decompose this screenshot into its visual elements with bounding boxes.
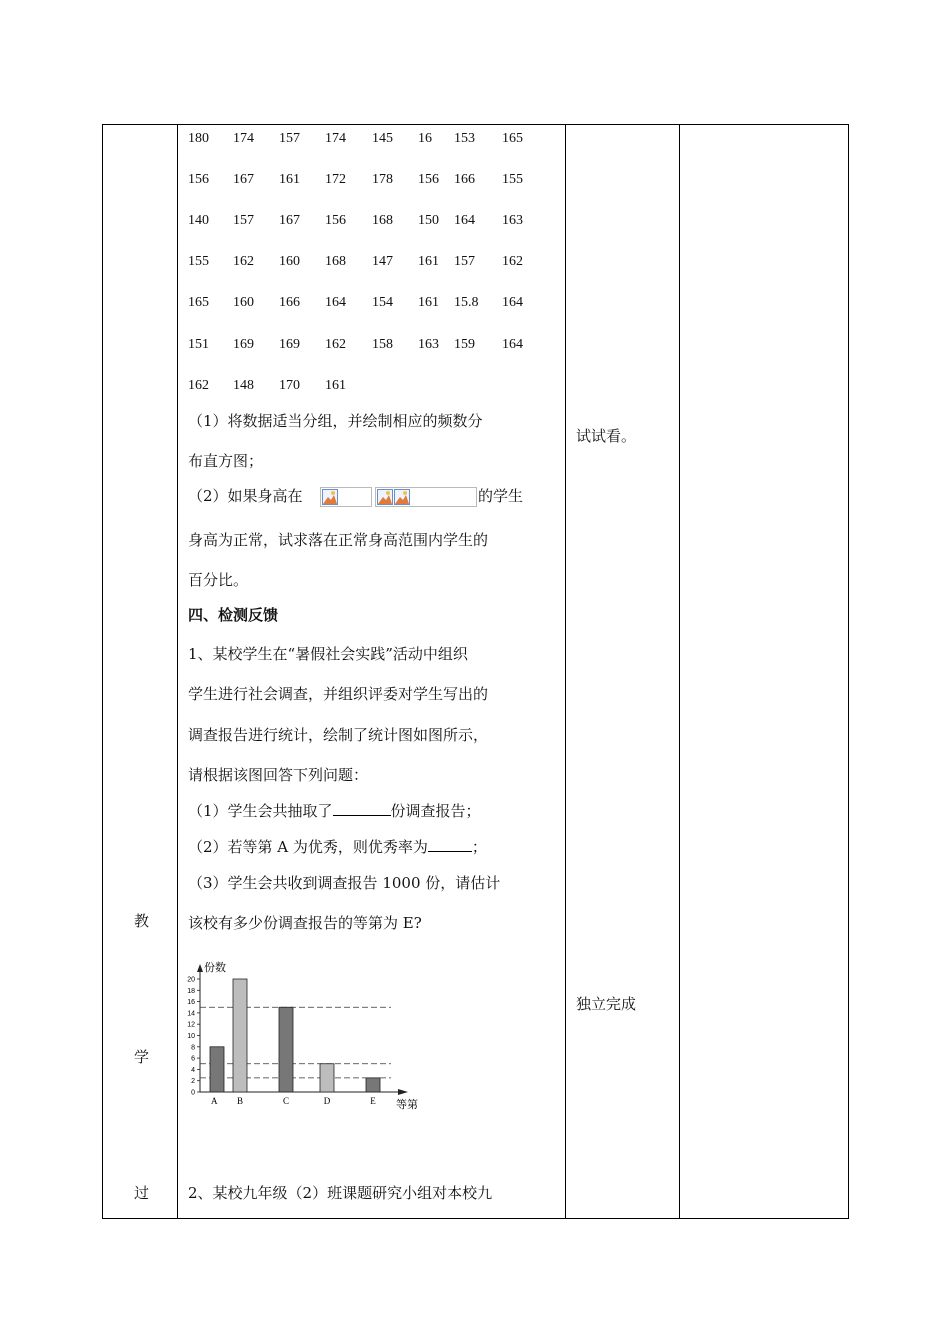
- problem1-q3-line-2: 该校有多少份调查报告的等第为 E?: [188, 914, 422, 932]
- bar-d: [320, 1064, 334, 1092]
- height-value: 145: [372, 131, 393, 146]
- q2-prefix: （2）如果身高在: [188, 487, 303, 505]
- bar-b: [233, 979, 247, 1092]
- height-value: 160: [233, 295, 254, 310]
- y-tick-label: 8: [191, 1044, 195, 1052]
- y-tick-label: 16: [187, 999, 195, 1007]
- side-label-jiao: 教: [134, 912, 150, 930]
- q2-suffix: 的学生: [478, 487, 524, 505]
- table-bottom-border: [102, 1218, 849, 1219]
- problem1-q2: [188, 840, 487, 855]
- height-value: 164: [325, 295, 346, 310]
- bar-e: [366, 1078, 380, 1092]
- height-value: 16: [418, 131, 432, 146]
- height-value: 172: [325, 172, 346, 187]
- height-value: 167: [233, 172, 254, 187]
- problem1-q3-line-1: （3）学生会共收到调查报告 1000 份，请估计: [188, 874, 501, 892]
- height-value: 164: [454, 213, 475, 228]
- category-label: A: [211, 1096, 218, 1106]
- problem1-line-3: 调查报告进行统计，绘制了统计图如图所示，: [188, 726, 489, 744]
- column-divider-2: [565, 124, 566, 1219]
- q1-line-2: 布直方图；: [188, 452, 264, 470]
- height-value: 164: [502, 295, 523, 310]
- height-value: 168: [372, 213, 393, 228]
- height-value: 163: [418, 337, 439, 352]
- y-tick-label: 2: [191, 1078, 195, 1086]
- height-value: 155: [188, 254, 209, 269]
- height-value: 165: [502, 131, 523, 146]
- q1-line-1: （1）将数据适当分组，并绘制相应的频数分: [188, 412, 483, 430]
- height-value: 164: [502, 337, 523, 352]
- y-tick-label: 12: [187, 1021, 195, 1029]
- height-value: 167: [279, 213, 300, 228]
- column-divider-3: [679, 124, 680, 1219]
- bar-a: [210, 1047, 224, 1092]
- category-label: C: [282, 1096, 290, 1106]
- height-value: 157: [279, 131, 300, 146]
- column3-independent-note: 独立完成: [576, 995, 637, 1013]
- table-left-border: [102, 124, 103, 1219]
- bar-c: [279, 1007, 293, 1092]
- problem1-line-2: 学生进行社会调查，并组织评委对学生写出的: [188, 685, 489, 703]
- height-value: 148: [233, 378, 254, 393]
- height-value: 158: [372, 337, 393, 352]
- height-value: 154: [372, 295, 393, 310]
- height-value: 157: [233, 213, 254, 228]
- broken-image-icon: [377, 489, 393, 505]
- height-value: 166: [279, 295, 300, 310]
- problem1-q1-text-a: （1）学生会共抽取了: [188, 802, 333, 820]
- section-title: 四、检测反馈: [188, 606, 279, 624]
- formula-image-placeholder-2: [375, 487, 477, 507]
- height-value: 151: [188, 337, 209, 352]
- height-value: 15.8: [454, 295, 479, 310]
- height-value: 156: [418, 172, 439, 187]
- formula-image-placeholder-1: [320, 487, 372, 507]
- x-axis-label: 等第: [396, 1098, 418, 1111]
- height-value: 147: [372, 254, 393, 269]
- height-value: 174: [233, 131, 254, 146]
- category-label: D: [323, 1096, 331, 1106]
- height-value: 169: [279, 337, 300, 352]
- height-value: 160: [279, 254, 300, 269]
- height-value: 140: [188, 213, 209, 228]
- height-value: 170: [279, 378, 300, 393]
- height-value: 159: [454, 337, 475, 352]
- height-value: 168: [325, 254, 346, 269]
- problem1-q2-text-a: （2）若等第 A 为优秀，则优秀率为: [188, 838, 428, 856]
- problem1-q2-text-b: ；: [471, 838, 487, 856]
- x-axis-arrow: [398, 1089, 408, 1095]
- height-value: 180: [188, 131, 209, 146]
- side-label-xue: 学: [134, 1048, 150, 1066]
- height-value: 156: [325, 213, 346, 228]
- height-value: 161: [325, 378, 346, 393]
- height-value: 161: [418, 295, 439, 310]
- y-tick-label: 20: [187, 976, 195, 984]
- y-tick-label: 0: [191, 1089, 195, 1097]
- problem2-line-1: 2、某校九年级（2）班课题研究小组对本校九: [188, 1184, 493, 1202]
- table-right-border: [848, 124, 849, 1219]
- height-value: 155: [502, 172, 523, 187]
- category-label: E: [370, 1096, 376, 1106]
- y-tick-label: 10: [187, 1033, 195, 1040]
- problem1-q1: [188, 804, 481, 819]
- broken-image-icon: [322, 489, 338, 505]
- y-tick-label: 6: [191, 1055, 195, 1063]
- height-value: 169: [233, 337, 254, 352]
- column3-try-note: 试试看。: [576, 427, 637, 445]
- q2-line-3: 百分比。: [188, 571, 249, 589]
- table-top-border: [102, 124, 849, 125]
- height-value: 156: [188, 172, 209, 187]
- category-label: B: [236, 1096, 244, 1106]
- height-value: 174: [325, 131, 346, 146]
- height-value: 153: [454, 131, 475, 146]
- grade-bar-chart: [176, 958, 426, 1113]
- answer-blank-1[interactable]: [333, 815, 391, 816]
- height-value: 162: [188, 378, 209, 393]
- y-tick-label: 4: [191, 1066, 195, 1074]
- broken-image-icon: [394, 489, 410, 505]
- height-value: 157: [454, 254, 475, 269]
- height-value: 161: [279, 172, 300, 187]
- height-value: 161: [418, 254, 439, 269]
- side-label-guo: 过: [134, 1184, 150, 1202]
- q2-line-2: 身高为正常，试求落在正常身高范围内学生的: [188, 531, 489, 549]
- y-axis-arrow: [197, 964, 203, 972]
- y-tick-label: 18: [187, 987, 195, 995]
- problem1-line-1: 1、某校学生在“暑假社会实践”活动中组织: [188, 645, 468, 663]
- height-value: 162: [233, 254, 254, 269]
- height-value: 166: [454, 172, 475, 187]
- height-value: 162: [325, 337, 346, 352]
- y-tick-label: 14: [187, 1010, 195, 1018]
- y-axis-label: 份数: [204, 961, 226, 974]
- height-value: 178: [372, 172, 393, 187]
- height-value: 150: [418, 213, 439, 228]
- problem1-line-4: 请根据该图回答下列问题：: [188, 766, 369, 784]
- height-value: 163: [502, 213, 523, 228]
- height-value: 162: [502, 254, 523, 269]
- answer-blank-2[interactable]: [428, 851, 472, 852]
- height-value: 165: [188, 295, 209, 310]
- problem1-q1-text-b: 份调查报告；: [390, 802, 481, 820]
